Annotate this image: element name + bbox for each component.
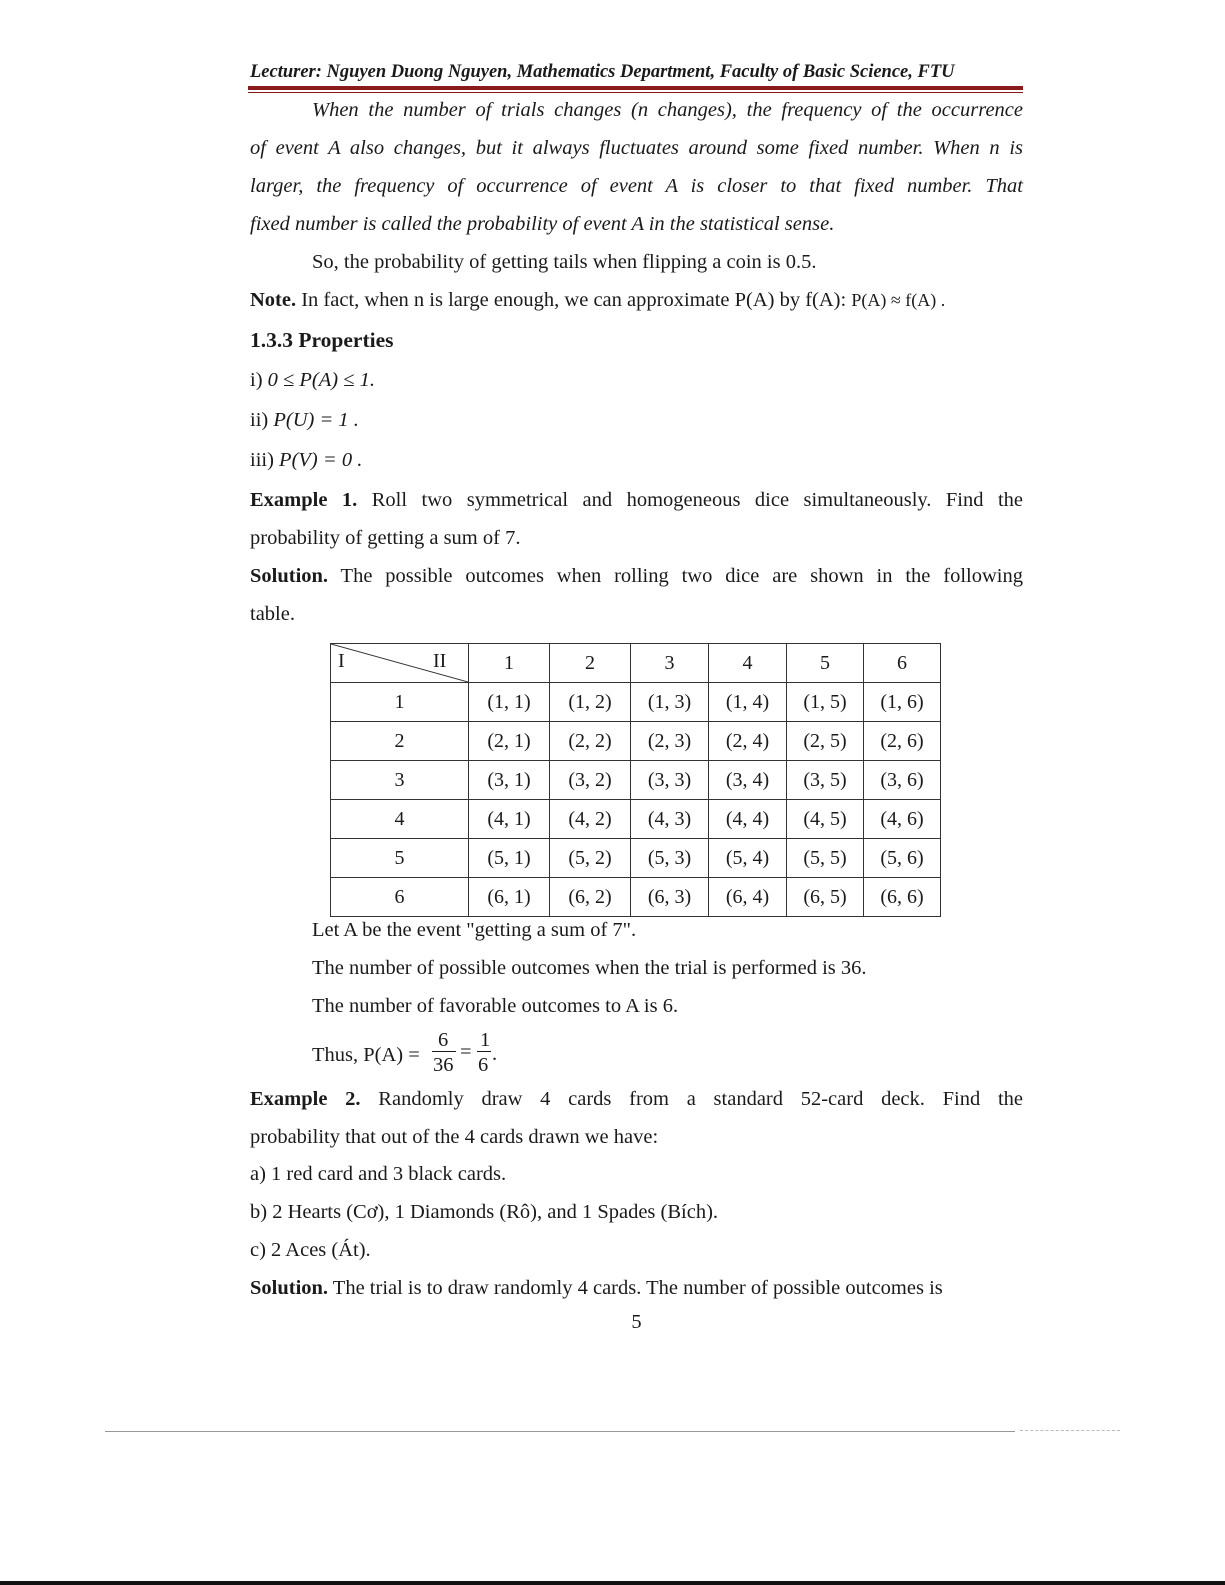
table-row bbox=[331, 800, 941, 839]
solution1-line bbox=[250, 564, 1023, 588]
note-paragraph bbox=[250, 288, 1023, 312]
table-cell: (4, 2) bbox=[550, 800, 631, 839]
fraction-bar bbox=[477, 1051, 491, 1052]
table-cell: (4, 3) bbox=[631, 800, 709, 839]
page-header: Lecturer: Nguyen Duong Nguyen, Mathematics Department, Faculty of Basic Science, FTU bbox=[250, 62, 955, 82]
property-item bbox=[250, 368, 1023, 392]
property-prefix: i) bbox=[250, 369, 268, 391]
table-row bbox=[331, 761, 941, 800]
row-header: 4 bbox=[331, 800, 469, 839]
fraction-denominator: 36 bbox=[433, 1054, 454, 1076]
table-cell: (4, 4) bbox=[709, 800, 787, 839]
example1-text: Roll two symmetrical and homogeneous dice simultaneously. Find the bbox=[357, 489, 1023, 511]
row-header: 2 bbox=[331, 722, 469, 761]
property-formula: 0 ≤ P(A) ≤ 1. bbox=[267, 369, 375, 391]
table-cell: (5, 1) bbox=[469, 839, 550, 878]
footer-dash-divider bbox=[1020, 1430, 1120, 1431]
table-cell: (5, 5) bbox=[787, 839, 864, 878]
fraction-numerator: 6 bbox=[438, 1029, 449, 1051]
header-rule-thick bbox=[248, 86, 1023, 90]
table-cell: (5, 2) bbox=[550, 839, 631, 878]
corner-diagonal bbox=[331, 644, 468, 682]
paragraph-line: fixed number is called the probability of event A in the statistical sense. bbox=[250, 213, 835, 235]
column-header: 2 bbox=[550, 644, 631, 683]
example1-line: probability of getting a sum of 7. bbox=[250, 527, 521, 549]
table-corner-cell bbox=[331, 644, 469, 683]
equals-sign: = bbox=[460, 1041, 472, 1063]
corner-col-label: II bbox=[433, 650, 447, 672]
solution1-text: The possible outcomes when rolling two dice are shown in the following bbox=[328, 565, 1023, 587]
event-definition: Let A be the event "getting a sum of 7". bbox=[312, 919, 637, 941]
table-cell: (3, 4) bbox=[709, 761, 787, 800]
table-row bbox=[331, 878, 941, 917]
header-rule-thin bbox=[248, 92, 1023, 93]
table-cell: (6, 6) bbox=[864, 878, 941, 917]
property-item bbox=[250, 408, 1023, 432]
row-header: 1 bbox=[331, 683, 469, 722]
coin-sentence: So, the probability of getting tails when flipping a coin is 0.5. bbox=[312, 251, 817, 273]
example2-label: Example 2. bbox=[250, 1088, 361, 1110]
solution2-label: Solution. bbox=[250, 1277, 329, 1299]
example2-line bbox=[250, 1087, 1023, 1111]
possible-outcomes-sentence: The number of possible outcomes when the trial is performed is 36. bbox=[312, 957, 867, 979]
table-cell: (1, 2) bbox=[550, 683, 631, 722]
property-prefix: iii) bbox=[250, 449, 280, 471]
table-cell: (2, 1) bbox=[469, 722, 550, 761]
favorable-outcomes-sentence: The number of favorable outcomes to A is 6. bbox=[312, 995, 679, 1017]
table-cell: (4, 6) bbox=[864, 800, 941, 839]
period: . bbox=[492, 1043, 498, 1065]
example2-line: probability that out of the 4 cards drawn we have: bbox=[250, 1126, 659, 1148]
table-cell: (6, 5) bbox=[787, 878, 864, 917]
table-cell: (3, 5) bbox=[787, 761, 864, 800]
fraction-numerator: 1 bbox=[480, 1029, 491, 1051]
table-cell: (6, 4) bbox=[709, 878, 787, 917]
example1-line bbox=[250, 488, 1023, 512]
table-cell: (4, 5) bbox=[787, 800, 864, 839]
column-header: 3 bbox=[631, 644, 709, 683]
table-cell: (3, 3) bbox=[631, 761, 709, 800]
paragraph-line: larger, the frequency of occurrence of event A is closer to that fixed number. That bbox=[250, 175, 1023, 197]
table-row bbox=[331, 683, 941, 722]
table-cell: (6, 1) bbox=[469, 878, 550, 917]
table-cell: (5, 4) bbox=[709, 839, 787, 878]
row-header: 5 bbox=[331, 839, 469, 878]
list-item: c) 2 Aces (Át). bbox=[250, 1239, 371, 1261]
table-cell: (1, 5) bbox=[787, 683, 864, 722]
solution1-label: Solution. bbox=[250, 565, 329, 587]
table-cell: (1, 1) bbox=[469, 683, 550, 722]
column-header: 4 bbox=[709, 644, 787, 683]
fraction-denominator: 6 bbox=[478, 1054, 489, 1076]
property-formula: P(V) = 0 . bbox=[279, 449, 363, 471]
table-cell: (2, 3) bbox=[631, 722, 709, 761]
table-cell: (2, 2) bbox=[550, 722, 631, 761]
column-header: 1 bbox=[469, 644, 550, 683]
property-formula: P(U) = 1 . bbox=[273, 409, 359, 431]
solution2-line bbox=[250, 1276, 1023, 1300]
list-item: b) 2 Hearts (Cơ), 1 Diamonds (Rô), and 1 Spades (Bích). bbox=[250, 1201, 719, 1223]
table-cell: (5, 3) bbox=[631, 839, 709, 878]
table-cell: (2, 4) bbox=[709, 722, 787, 761]
row-header: 6 bbox=[331, 878, 469, 917]
dice-outcomes-table bbox=[330, 643, 941, 917]
table-cell: (3, 6) bbox=[864, 761, 941, 800]
table-header-row bbox=[331, 644, 941, 683]
property-item bbox=[250, 448, 1023, 472]
example1-label: Example 1. bbox=[250, 489, 358, 511]
paragraph-line: of event A also changes, but it always fluctuates around some fixed number. When n is bbox=[250, 137, 1023, 159]
table-row bbox=[331, 722, 941, 761]
table-cell: (5, 6) bbox=[864, 839, 941, 878]
table-cell: (1, 4) bbox=[709, 683, 787, 722]
table-cell: (1, 3) bbox=[631, 683, 709, 722]
solution2-text: The trial is to draw randomly 4 cards. The number of possible outcomes is bbox=[328, 1277, 943, 1299]
table-cell: (6, 2) bbox=[550, 878, 631, 917]
footer-divider bbox=[105, 1431, 1015, 1432]
table-cell: (1, 6) bbox=[864, 683, 941, 722]
table-cell: (2, 5) bbox=[787, 722, 864, 761]
corner-row-label: I bbox=[338, 650, 345, 672]
paragraph-line: When the number of trials changes (n changes), the frequency of the occurrence bbox=[312, 99, 1023, 121]
note-text: In fact, when n is large enough, we can approximate P(A) by f(A): bbox=[296, 289, 852, 311]
note-formula: P(A) ≈ f(A) . bbox=[851, 290, 946, 310]
solution1-line: table. bbox=[250, 603, 295, 625]
fraction-bar bbox=[432, 1051, 456, 1052]
property-prefix: ii) bbox=[250, 409, 274, 431]
table-cell: (3, 1) bbox=[469, 761, 550, 800]
table-cell: (6, 3) bbox=[631, 878, 709, 917]
list-item: a) 1 red card and 3 black cards. bbox=[250, 1163, 507, 1185]
row-header: 3 bbox=[331, 761, 469, 800]
section-title: 1.3.3 Properties bbox=[250, 328, 394, 352]
table-cell: (3, 2) bbox=[550, 761, 631, 800]
table-cell: (4, 1) bbox=[469, 800, 550, 839]
table-cell: (2, 6) bbox=[864, 722, 941, 761]
column-header: 6 bbox=[864, 644, 941, 683]
note-label: Note. bbox=[250, 289, 297, 311]
column-header: 5 bbox=[787, 644, 864, 683]
example2-text: Randomly draw 4 cards from a standard 52-card deck. Find the bbox=[360, 1088, 1023, 1110]
table-row bbox=[331, 839, 941, 878]
page-number: 5 bbox=[631, 1311, 642, 1333]
result-prefix: Thus, P(A) = bbox=[312, 1044, 420, 1066]
bottom-edge-bar bbox=[0, 1581, 1225, 1585]
